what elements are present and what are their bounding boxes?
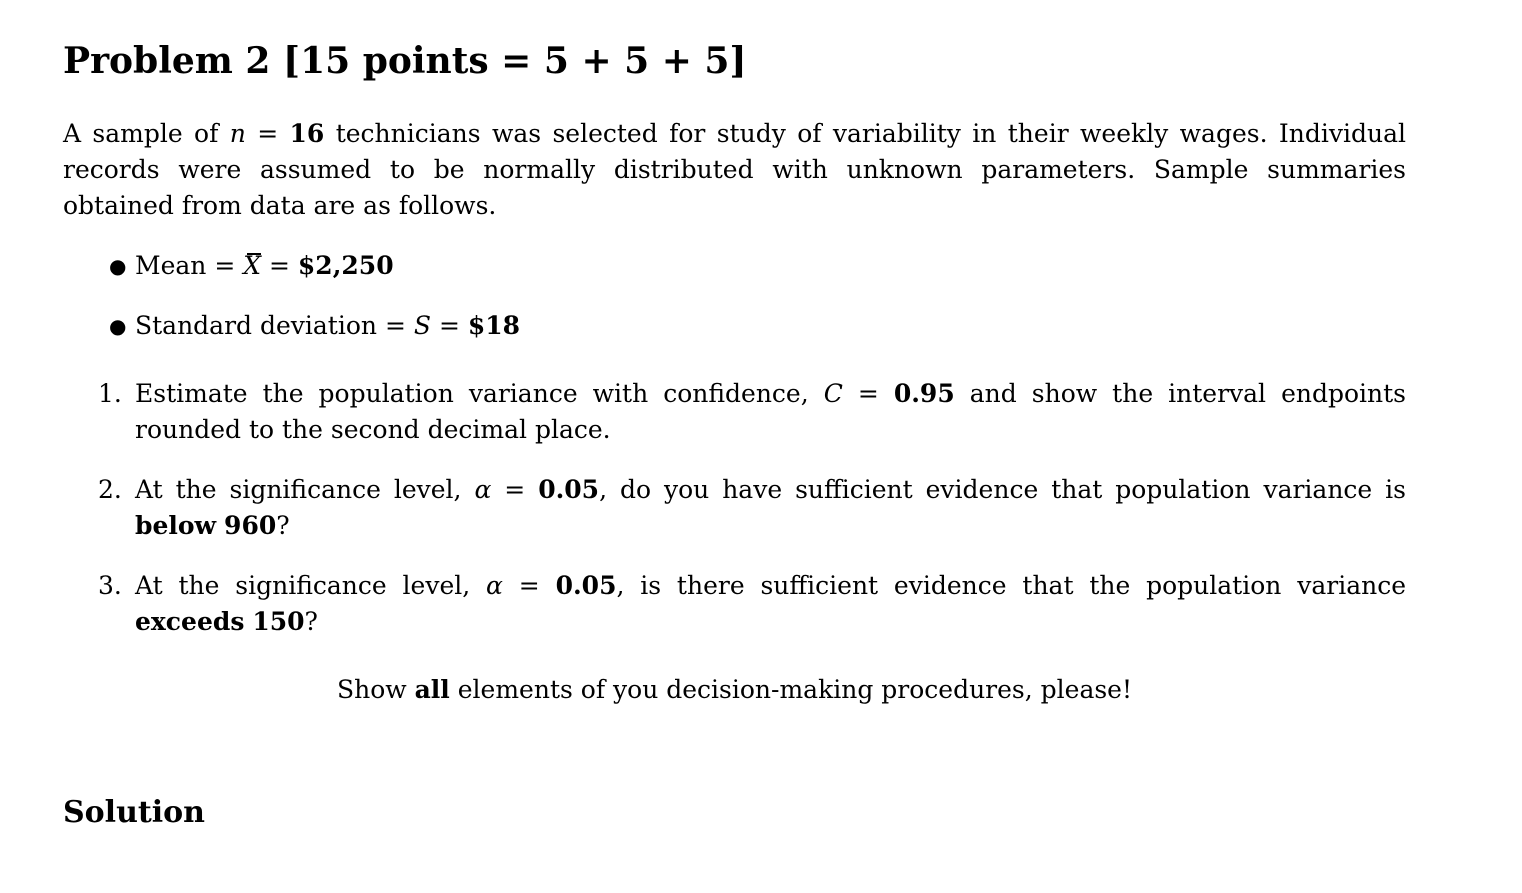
q3-bold-word: exceeds — [135, 607, 245, 636]
q3-value: 0.05 — [555, 571, 617, 600]
closing-instruction — [63, 672, 1406, 708]
sd-label: Standard deviation = — [135, 311, 414, 340]
mean-value: $2,250 — [297, 251, 394, 280]
q2-bold-num: 960 — [224, 511, 277, 540]
summary-list — [63, 248, 1406, 368]
closing-text-2: elements of you decision-making procedures, please! — [449, 675, 1133, 704]
q2-value: 0.05 — [538, 475, 600, 504]
q2-eq: = — [491, 475, 539, 504]
q3-eq: = — [502, 571, 556, 600]
q3-symbol: α — [486, 571, 503, 600]
closing-text-1: Show — [336, 675, 415, 704]
problem-label: Problem 2 — [63, 40, 271, 82]
intro-var-n: n — [229, 119, 246, 148]
question-3 — [63, 568, 1406, 640]
q3-text-2: , is there sufficient evidence that the population variance — [616, 571, 1406, 600]
question-1-number: 1. — [98, 379, 122, 408]
q2-text-1: At the significance level, — [135, 475, 475, 504]
q1-text-1: Estimate the population variance with confidence, — [135, 379, 824, 408]
mean-label: Mean = — [135, 251, 244, 280]
q1-eq: = — [842, 379, 894, 408]
q1-text-2: and show the interval endpoints rounded to the second decimal place. — [135, 379, 1406, 444]
q2-symbol: α — [474, 475, 492, 504]
bullet-dot-icon: ● — [109, 254, 127, 278]
question-2 — [63, 472, 1406, 544]
intro-text-1: A sample of — [63, 119, 230, 148]
q1-symbol: C — [823, 379, 843, 408]
summary-mean — [63, 248, 1406, 284]
problem-intro — [63, 116, 1406, 224]
intro-eq: = — [245, 119, 290, 148]
q3-bold-num: 150 — [252, 607, 305, 636]
q2-bold-word: below — [135, 511, 217, 540]
question-2-number: 2. — [98, 475, 122, 504]
intro-text-2: technicians was selected for study of variability in their weekly wages. Individual records were assumed to be normally distributed with unknown parameters. Sample summaries obtained from data are as follows. — [63, 119, 1406, 220]
mean-eq: = — [261, 251, 298, 280]
summary-sd — [63, 308, 1406, 344]
intro-n-value: 16 — [289, 119, 325, 148]
solution-heading: Solution — [63, 795, 205, 830]
bullet-dot-icon: ● — [109, 314, 127, 338]
question-list — [63, 376, 1406, 664]
sd-symbol: S — [413, 311, 431, 340]
problem-points: [15 points = 5 + 5 + 5] — [283, 40, 747, 82]
question-3-number: 3. — [98, 571, 122, 600]
closing-bold: all — [414, 675, 450, 704]
sd-eq: = — [431, 311, 468, 340]
q3-text-3: ? — [304, 607, 318, 636]
mean-symbol: X — [243, 248, 261, 284]
q2-text-2: , do you have sufficient evidence that population variance is — [599, 475, 1406, 504]
question-1 — [63, 376, 1406, 448]
sd-value: $18 — [467, 311, 521, 340]
q1-value: 0.95 — [893, 379, 955, 408]
q3-text-1: At the significance level, — [135, 571, 487, 600]
q2-text-3: ? — [276, 511, 290, 540]
problem-title — [63, 40, 747, 82]
